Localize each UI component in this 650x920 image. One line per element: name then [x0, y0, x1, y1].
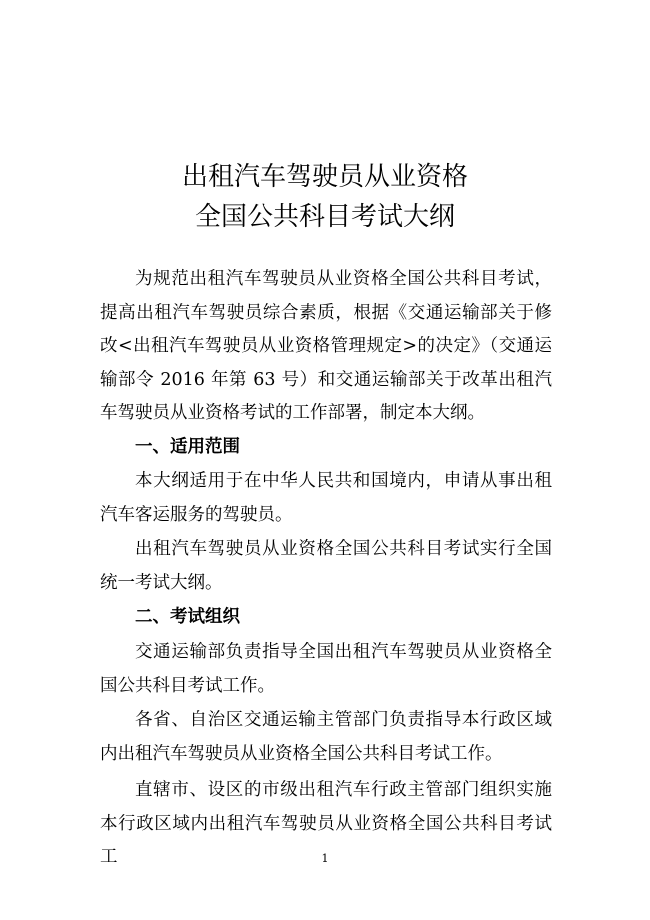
page-number: 1: [321, 852, 329, 865]
organization-paragraph-1: 交通运输部负责指导全国出租汽车驾驶员从业资格全国公共科目考试工作。: [100, 642, 552, 696]
scope-paragraph-2: 出租汽车驾驶员从业资格全国公共科目考试实行全国统一考试大纲。: [100, 539, 552, 593]
document-title-line-1: 出租汽车驾驶员从业资格: [181, 162, 468, 192]
section-heading-scope: 一、适用范围: [135, 437, 240, 457]
document-title-line-2: 全国公共科目考试大纲: [194, 202, 455, 232]
intro-paragraph: 为规范出租汽车驾驶员从业资格全国公共科目考试，提高出租汽车驾驶员综合素质，根据《交通运输部关于修改<出租汽车驾驶员从业资格管理规定>的决定》（交通运输部令 2016 年第 63 号）和交通运输部关于改革出租汽车驾驶员从业资格考试的工作部署，制定本大纲。: [100, 269, 552, 423]
organization-paragraph-3: 直辖市、设区的市级出租汽车行政主管部门组织实施本行政区域内出租汽车驾驶员从业资格全国公共科目考试工: [100, 780, 552, 867]
organization-paragraph-2: 各省、自治区交通运输主管部门负责指导本行政区域内出租汽车驾驶员从业资格全国公共科目考试工作。: [100, 710, 552, 764]
scope-paragraph-1: 本大纲适用于在中华人民共和国境内，申请从事出租汽车客运服务的驾驶员。: [100, 471, 552, 525]
section-heading-organization: 二、考试组织: [135, 607, 240, 627]
